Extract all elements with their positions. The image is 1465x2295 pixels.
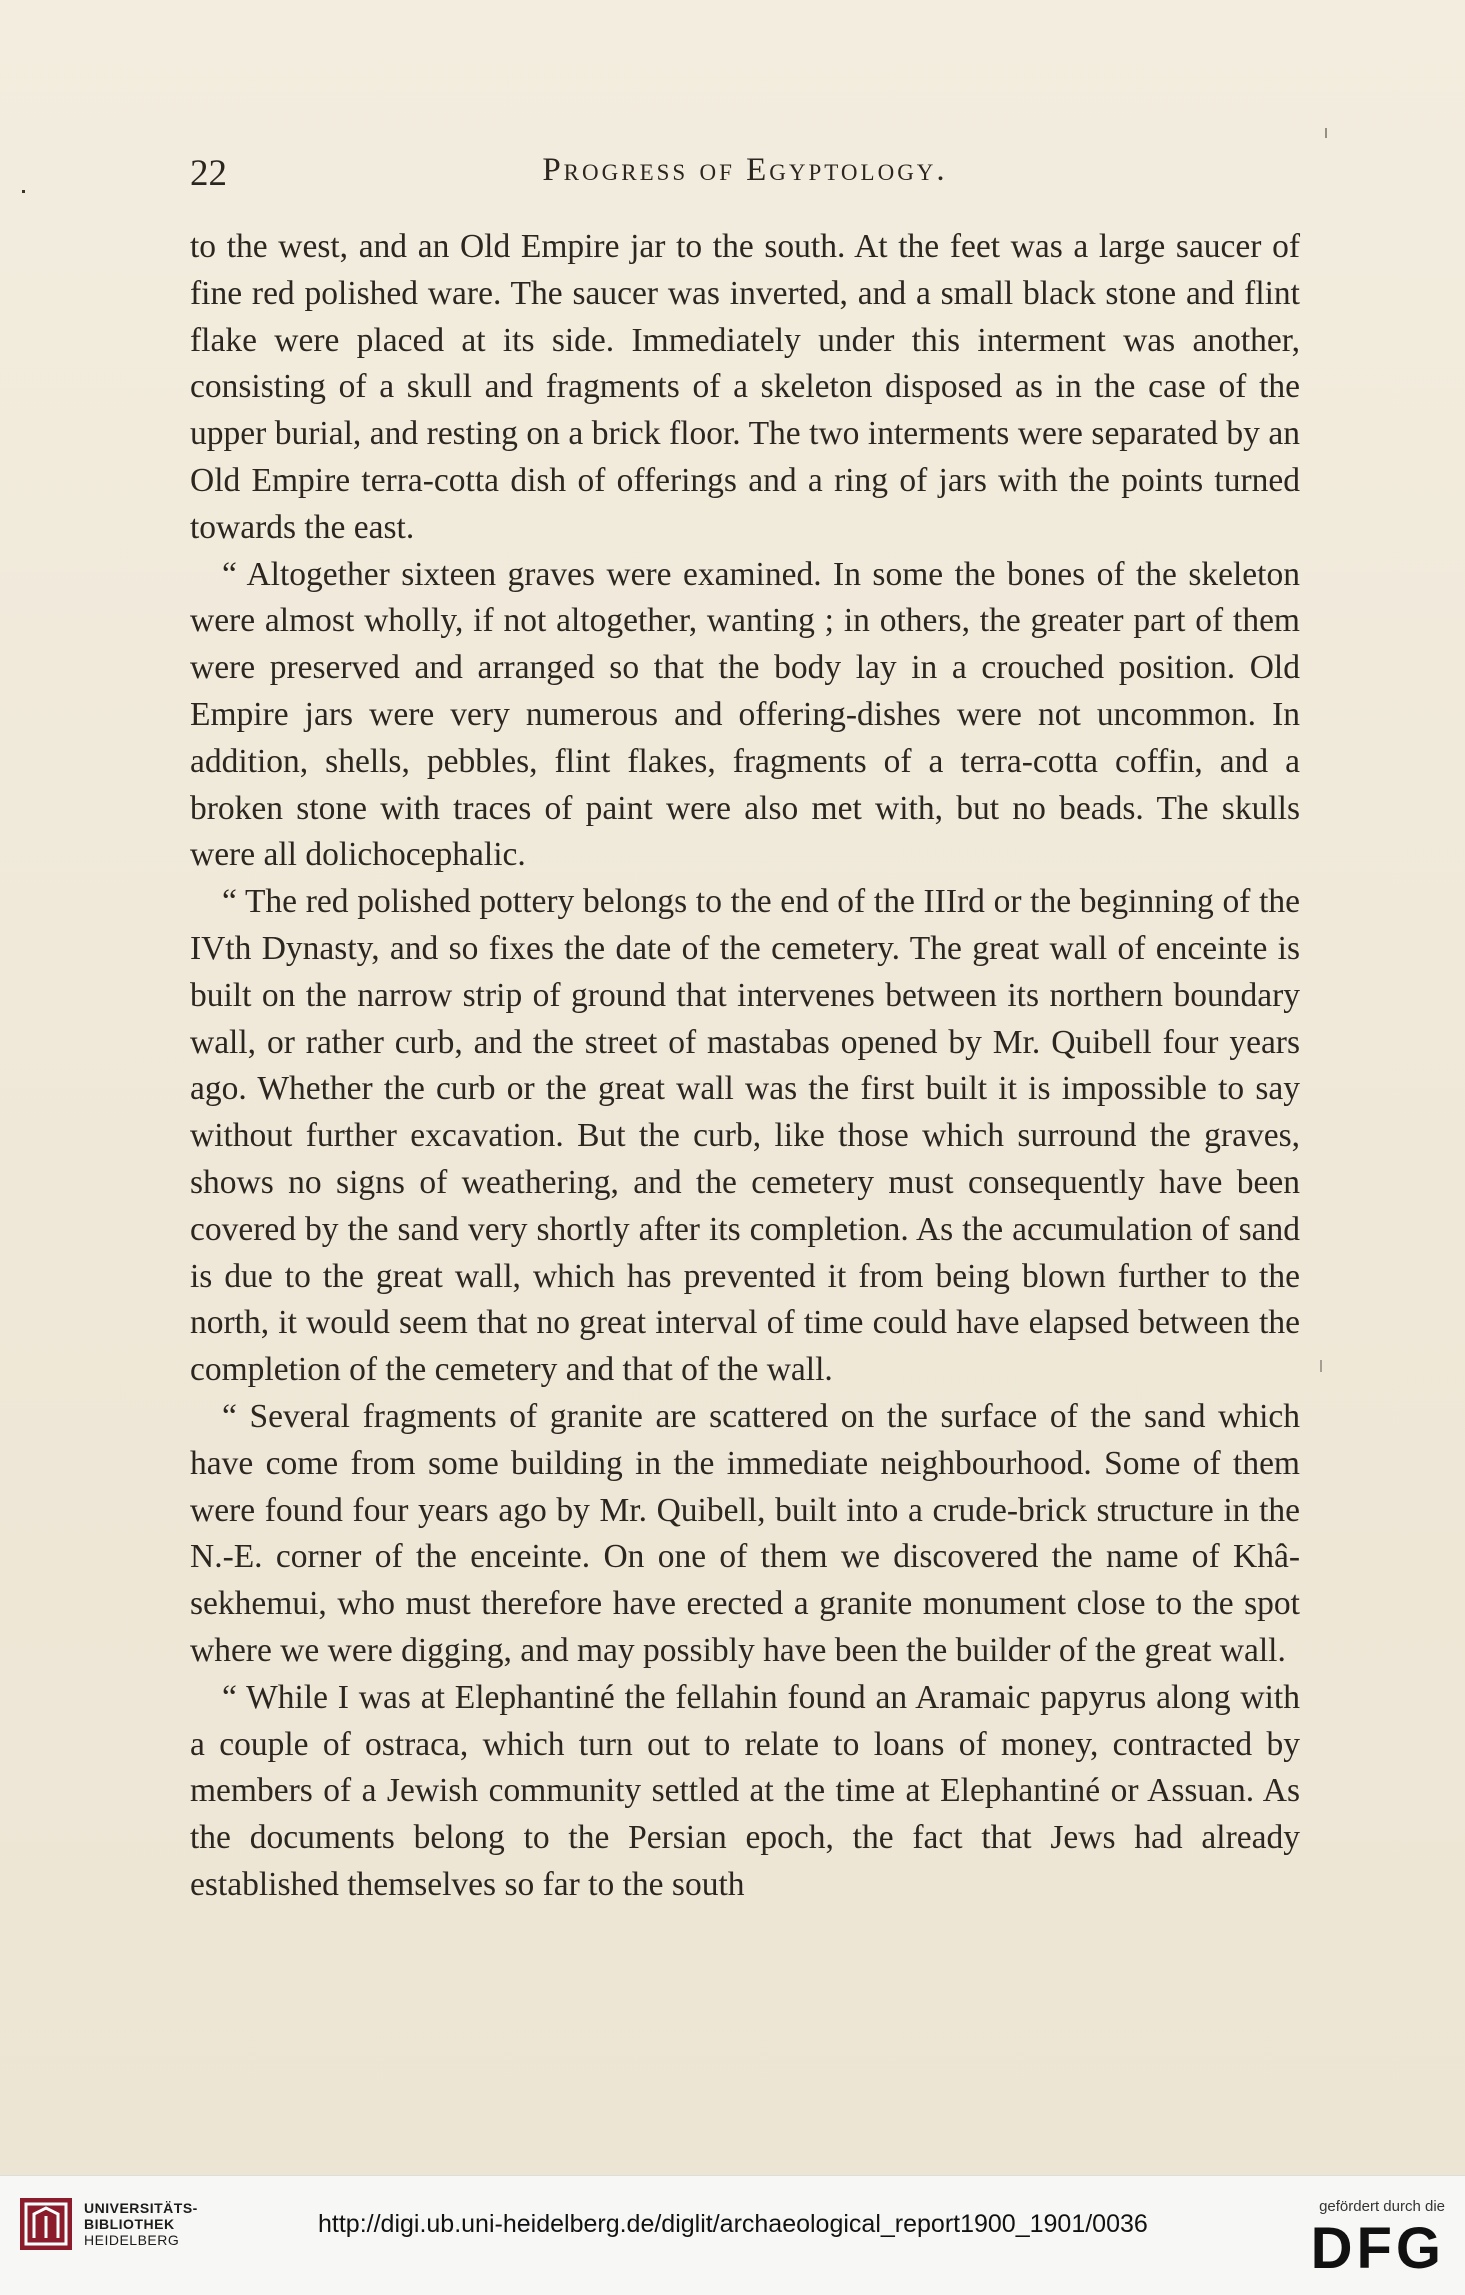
footer-bar: [0, 2175, 1465, 2295]
scan-speck: [22, 190, 25, 193]
running-head: [190, 152, 1300, 202]
university-library-logo-icon: [20, 2198, 72, 2250]
library-name: [84, 2200, 198, 2248]
permalink-url[interactable]: http://digi.ub.uni-heidelberg.de/diglit/archaeological_report1900_1901/0036: [318, 2210, 1148, 2238]
paragraph-4: “ Several fragments of granite are scattered on the surface of the sand which have come from some building in the immediate neighbourhood. Some of them were found four years ago by Mr. Quibell, built into a crude-brick structure in the N.-E. corner of the enceinte. On one of them we discovered the name of Khâ-sekhemui, who must therefore have erected a granite monument close to the spot where we were digging, and may possibly have been the builder of the great wall.: [190, 1397, 1300, 1669]
page-number: 22: [190, 153, 227, 194]
library-line-3: HEIDELBERG: [84, 2232, 180, 2248]
paragraph-1: to the west, and an Old Empire jar to the south. At the feet was a large saucer of fine red polished ware. The saucer was inverted, and a small black stone and flint flake were placed at its side. Immediately under this interment was another, consisting of a skull and fragments of a skeleton disposed as in the case of the upper burial, and resting on a brick floor. The two interments were separated by an Old Empire terra-cotta dish of offerings and a ring of jars with the points turned towards the east.: [190, 228, 1300, 546]
paragraph-3: “ The red polished pottery belongs to the end of the IIIrd or the beginning of the IVth Dynasty, and so fixes the date of the cemetery. The great wall of enceinte is built on the narrow strip of ground that intervenes between its northern boundary wall, or rather curb, and the street of mastabas opened by Mr. Quibell four years ago. Whether the curb or the great wall was the first built it is impossible to say without further excavation. But the curb, like those which surround the graves, shows no signs of weathering, and the cemetery must consequently have been covered by the sand very shortly after its completion. As the accumulation of sand is due to the great wall, which has prevented it from being blown further to the north, it would seem that no great interval of time could have elapsed between the completion of the cemetery and that of the wall.: [190, 883, 1300, 1389]
library-line-1: UNIVERSITÄTS-: [84, 2200, 198, 2216]
scan-speck: [1325, 128, 1327, 138]
scan-speck: [1320, 1360, 1322, 1372]
funded-by-label: gefördert durch die: [1319, 2198, 1445, 2215]
running-title: Progress of Egyptology.: [542, 152, 948, 188]
paragraph-5: “ While I was at Elephantiné the fellahin found an Aramaic papyrus along with a couple of ostraca, which turn out to relate to loans of money, contracted by members of a Jewish community settled at the time at Elephantiné or Assuan. As the documents belong to the Persian epoch, the fact that Jews had already established themselves so far to the south: [190, 1678, 1300, 1903]
paragraph-2: “ Altogether sixteen graves were examined. In some the bones of the skeleton were almost wholly, if not altogether, wanting ; in others, the greater part of them were preserved and arranged so that the body lay in a crouched position. Old Empire jars were very numerous and offering-dishes were not uncommon. In addition, shells, pebbles, flint flakes, fragments of a terra-cotta coffin, and a broken stone with traces of paint were also met with, but no beads. The skulls were all dolichocephalic.: [190, 555, 1300, 874]
body-text: [190, 224, 1300, 1909]
library-line-2: BIBLIOTHEK: [84, 2216, 175, 2232]
dfg-logo: DFG: [1310, 2216, 1445, 2281]
